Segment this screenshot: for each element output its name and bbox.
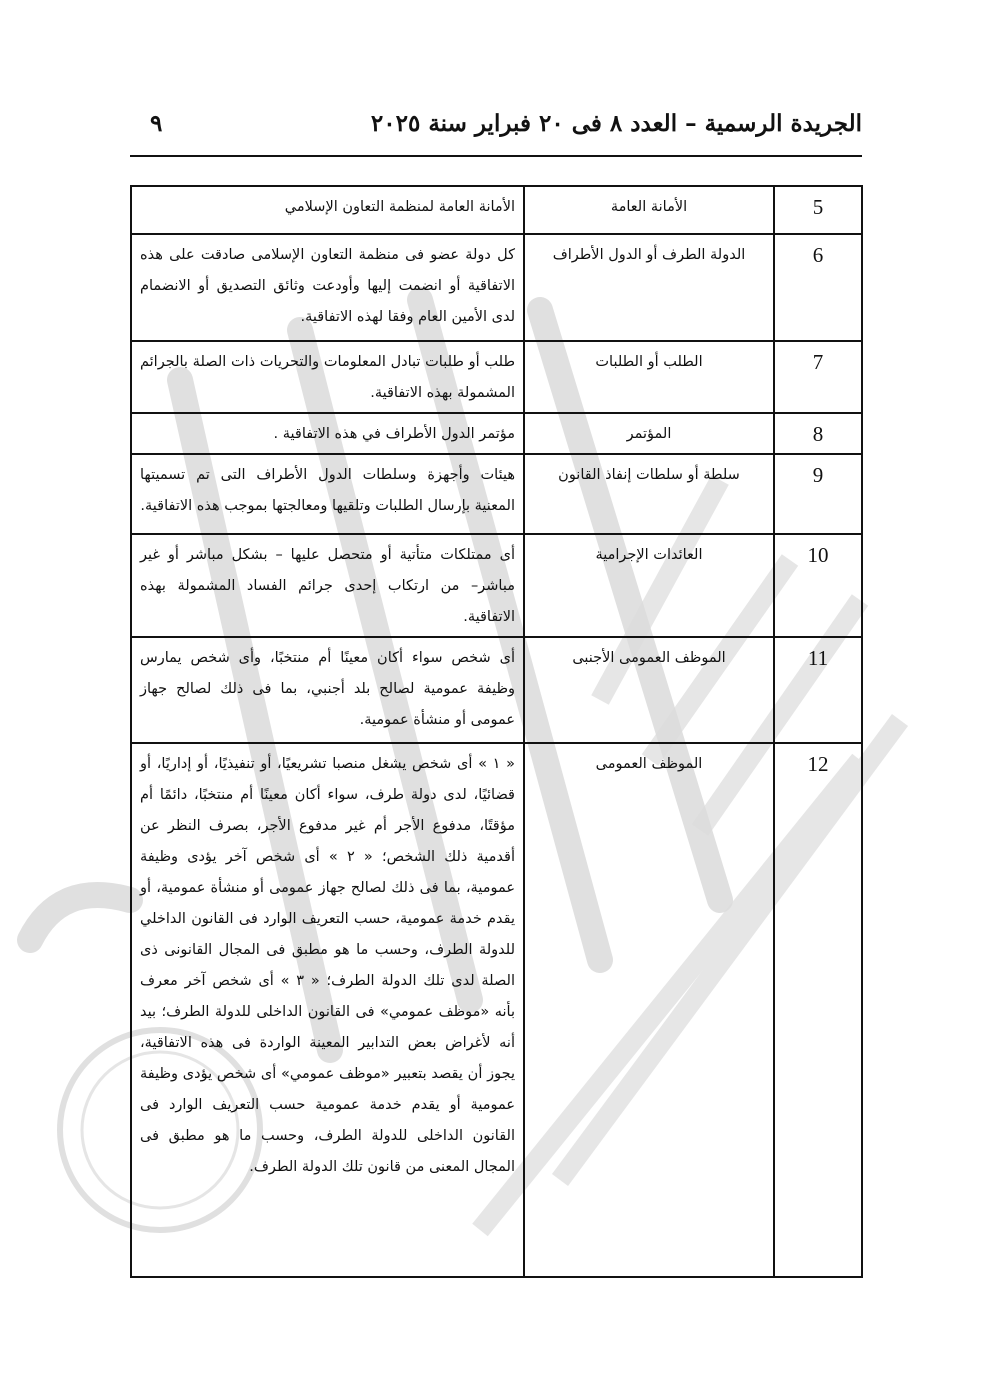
row-number: 12 xyxy=(774,743,862,1277)
row-number: 11 xyxy=(774,637,862,743)
term-cell: الموظف العمومى xyxy=(524,743,774,1277)
term-cell: الموظف العمومى الأجنبى xyxy=(524,637,774,743)
definition-cell: أى شخص سواء أكان معينًا أم منتخبًا، وأى شخص يمارس وظيفة عمومية لصالح بلد أجنبي، بما فى ذلك لصالح جهاز عمومى أو منشأة عمومية. xyxy=(131,637,524,743)
table-row xyxy=(131,454,862,534)
page-number: ٩ xyxy=(150,110,163,137)
definition-cell: كل دولة عضو فى منظمة التعاون الإسلامى صادقت على هذه الاتفاقية أو انضمت إليها وأودعت وثائق التصديق أو الانضمام لدى الأمين العام وفقا لهذه الاتفاقية. xyxy=(131,234,524,341)
row-number: 10 xyxy=(774,534,862,637)
table-row xyxy=(131,234,862,341)
row-number: 6 xyxy=(774,234,862,341)
definition-cell: « ١ » أى شخص يشغل منصبا تشريعيًا، أو تنفيذيًا، أو إداريًا، أو قضائيًا، لدى دولة طرف، سواء أكان معينًا أم منتخبًا، دائمًا أم مؤقتًا، مدفوع الأجر أم غير مدفوع الأجر، بصرف النظر عن أقدمية ذلك الشخص؛ « ٢ » أى شخص آخر يؤدى وظيفة عمومية، بما فى ذلك لصالح جهاز عمومى أو منشأة عمومية، أو يقدم خدمة عمومية، حسب التعريف الوارد فى القانون الداخلي للدولة الطرف، وحسب ما هو مطبق فى المجال القانونى ذى الصلة لدى تلك الدولة الطرف؛ « ٣ » أى شخص آخر معرف بأنه «موظف عمومي» فى القانون الداخلى للدولة الطرف؛ بيد أنه لأغراض بعض التدابير المعينة الواردة فى هذه الاتفاقية، يجوز أن يقصد بتعبير «موظف عمومي» أى شخص يؤدى وظيفة عمومية أو يقدم خدمة عمومية حسب التعريف الوارد فى القانون الداخلى للدولة الطرف، وحسب ما هو مطبق فى المجال المعنى من قانون تلك الدولة الطرف. xyxy=(131,743,524,1277)
table-row xyxy=(131,637,862,743)
definitions-table xyxy=(130,185,863,1278)
term-cell: العائدات الإجرامية xyxy=(524,534,774,637)
table-row xyxy=(131,186,862,234)
gazette-header-title: الجريدة الرسمية – العدد ٨ فى ٢٠ فبراير سنة ٢٠٢٥ xyxy=(370,110,862,137)
row-number: 7 xyxy=(774,341,862,413)
row-number: 8 xyxy=(774,413,862,454)
definition-cell: طلب أو طلبات تبادل المعلومات والتحريات ذات الصلة بالجرائم المشمولة بهذه الاتفاقية. xyxy=(131,341,524,413)
definition-cell: هيئات وأجهزة وسلطات الدول الأطراف التى تم تسميتها المعنية بإرسال الطلبات وتلقيها ومعالجتها بموجب هذه الاتفاقية. xyxy=(131,454,524,534)
term-cell: الدولة الطرف أو الدول الأطراف xyxy=(524,234,774,341)
term-cell: الطلب أو الطلبات xyxy=(524,341,774,413)
definition-cell: أى ممتلكات متأتية أو متحصل عليها – بشكل مباشر أو غير مباشر– من ارتكاب إحدى جرائم الفساد المشمولة بهذه الاتفاقية. xyxy=(131,534,524,637)
term-cell: المؤتمر xyxy=(524,413,774,454)
table-row xyxy=(131,341,862,413)
definition-cell: مؤتمر الدول الأطراف في هذه الاتفاقية . xyxy=(131,413,524,454)
term-cell: سلطة أو سلطات إنفاذ القانون xyxy=(524,454,774,534)
term-cell: الأمانة العامة xyxy=(524,186,774,234)
table-row xyxy=(131,743,862,1277)
table-row xyxy=(131,534,862,637)
row-number: 9 xyxy=(774,454,862,534)
definition-cell: الأمانة العامة لمنظمة التعاون الإسلامي xyxy=(131,186,524,234)
header-divider xyxy=(130,155,862,157)
row-number: 5 xyxy=(774,186,862,234)
table-row xyxy=(131,413,862,454)
page-header xyxy=(130,102,862,150)
